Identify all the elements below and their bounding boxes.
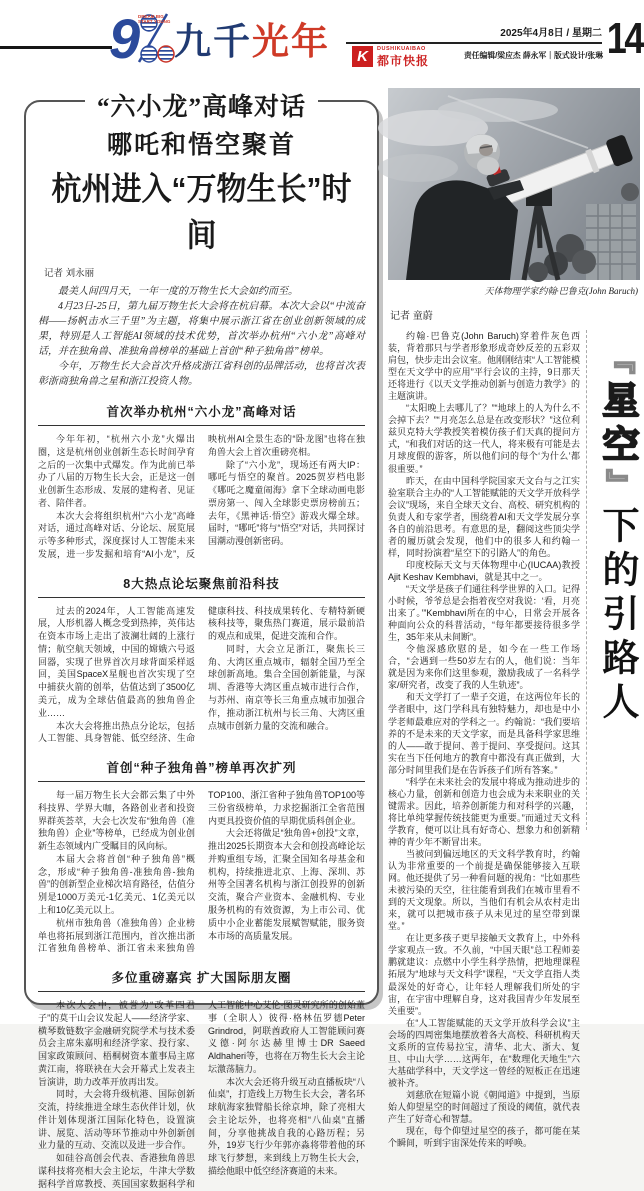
section-title: 首创“种子独角兽”榜单再次扩列 — [38, 758, 365, 782]
masthead-slogan: DREAM BIG START YOUNG — [138, 14, 171, 24]
header-rule-left — [0, 46, 112, 49]
side-article-byline: 记者 童蔚 — [390, 311, 433, 322]
body-paragraph: 刘慈欣在短篇小说《朝闻道》中提到，当原始人仰望星空的时间超过了预设的阈值，就代表产生了好奇心和智慧。 — [388, 1089, 580, 1125]
svg-text:9: 9 — [109, 7, 141, 70]
vertical-headline-outline: 星空 — [597, 381, 638, 469]
vertical-headline-bracket-open: 『 — [601, 344, 634, 381]
body-paragraph: 过去的2024年，人工智能高速发展，人形机器人概念受到热捧，英伟达在资本市场上走出了波澜壮阔的上涨行情；航空航天领域，中国的嫦娥六号返回器，实现了世界首次月球背面采样返回，美国SpaceX星舰也首次实现了空中捕获火箭的创举，估值达到了3500亿美元，成为全球估值最高的独角兽企业…… — [38, 605, 195, 718]
section-body — [38, 433, 365, 561]
masthead-title — [174, 23, 330, 66]
article-lead — [38, 284, 365, 389]
section-body — [38, 789, 365, 955]
vertical-headline-bracket-close: 』 — [601, 469, 634, 506]
body-paragraph: 杭州市独角兽（准独角兽）企业榜单也将拓展到浙江范围内，首次推出浙江省独角兽榜单、浙江省未来独角兽TOP100、浙江省种子独角兽TOP100等三份省级榜单，力求挖掘浙江全省范围内更具投资价值的早期优质科创企业。 — [38, 790, 365, 954]
section-title: 多位重磅嘉宾 扩大国际朋友圈 — [38, 968, 365, 992]
masthead — [109, 6, 330, 70]
body-paragraph: 今年年初，“杭州六小龙”火爆出圈，这是杭州创业创新生态长时间孕育之后的一次集中式爆发。作为此前已举办了八届的万物生长大会，正是这一创业创新生态形成、发展的建构者、见证者、陪伴者。 — [38, 434, 195, 508]
body-paragraph: 现在，每个仰望过星空的孩子，都可能在某个瞬间，听到宇宙深处传来的呼唤。 — [388, 1126, 580, 1149]
editors-credit: 责任编辑/梁应杰 薛永军｜版式设计/张琳 — [463, 51, 603, 60]
lead-paragraph: 4月23日-25日，第九届万物生长大会将在杭启幕。本次大会以“中流奋楫——扬帆击水三千里”为主题，将集中展示浙江省在创业创新领域的成果，特别是人工智能AI领域的技术优势，首次举办杭州“六小龙”高峰对话，并在独角兽、准独角兽榜单的基础上首创“种子独角兽”榜单。 — [38, 301, 365, 357]
body-paragraph: 同时，大会将升级杭港、国际创新交流，持续推进全球生态伙伴计划，伙伴计划体现浙江国际化特色，设置演讲、展览、活动等环节推动中外创新创业力量的互动、交流以及进一步合作。 — [38, 1089, 195, 1151]
body-paragraph: 同时，大会立足浙江，聚焦长三角、大湾区重点城市，辐射全国乃至全球创新高地。集合全国创新能量，与深圳、香港等大湾区重点城市进行合作，与苏州、南京等长三角重点城市加强合作，推动浙江杭州与长三角、大湾区重点城市创新力量的交流和融合。 — [208, 643, 365, 731]
section-body — [38, 605, 365, 745]
body-paragraph: 如硅谷高创会代表、香港独角兽思谋科技将亮相大会主论坛，牛津大学数据科学首席教授、英国国家数据科学和人工智能中心艾伦·图灵研究所的创始董事（全职人）彼得·格林伍罗德Peter Grindrod，阿联酋政府人工智能顾问赛义德·阿尔达赫里博士DR Saeed Aldhaheri等，也将在万物生长大会主论坛激荡脑力。 — [38, 1000, 365, 1189]
body-paragraph: “天文学是孩子们通往科学世界的入口。记得小时候，爷爷总是会指着夜空对我说：‘看，月亮出来了。’”Kembhavi所在的中心，日常会开展各种面向公众的科普活动，“每年都要接待很多学生，35年来从未间断”。 — [388, 583, 580, 643]
paper-name-cn: 都市快报 — [377, 54, 430, 68]
body-paragraph: 昨天，在由中国科学院国家天文台与之江实验室联合主办的“人工智能赋能的天文学开放科学会议”现场，来自全球天文台、高校、研究机构的负责人和专家学者，围绕着AI和天文学发展分享各自的前沿思考。有意思的是，翻阅这些顶尖学者的履历就会发现，他们中的很多人和约翰一样，同时扮演着“星空下的引路人”的角色。 — [388, 475, 580, 558]
k-logo-icon: K — [352, 46, 373, 67]
masthead-title-red: 光年 — [252, 21, 330, 62]
body-paragraph: 令他深感欣慰的是，如今在一些工作场合，“会遇到一些50岁左右的人，他们说：当年就是因为来你们这里参观，激励我成了一名科学家/研究者，改变了我的人生轨迹”。 — [388, 644, 580, 691]
lead-paragraph: 今年，万物生长大会首次升格成浙江省科创的品牌活动，也将首次表彰浙商独角兽之星和浙江投资人物。 — [38, 361, 365, 387]
body-paragraph: 本届大会将首创“种子独角兽”概念，形成“种子独角兽-准独角兽-独角兽”的创新型企业梯次培育路径，估值分别是1000万美元-1亿美元、1亿美元以上和10亿美元以上。 — [38, 853, 195, 915]
masthead-title-blue: 九千 — [174, 21, 252, 62]
vertical-headline-solid: 下的引路人 — [597, 506, 638, 726]
body-paragraph: “太阳晚上去哪儿了？”“地球上的人为什么不会掉下去？”“月亮怎么总是在改变形状？”这位利兹贝克特大学教授笑着模仿孩子们天真的提问方式，“和我们对话的这一代人，将来极有可能是去月球度假的游客，所以他们问的每个‘为什么’都很重要。” — [388, 403, 580, 474]
body-paragraph: 大会还将做足“独角兽+创投”文章，推出2025长期资本大会和创投高峰论坛并购重组专场，汇聚全国知名母基金和机构，持续推进北京、上海、深圳、苏州等全国著名机构与浙江创投界的创新交流，聚合产业资本、金融机构、专业服务机构的有效资源，为上市公司、优质中小企业蓄能发展赋智赋能，服务资本市场的高质量发展。 — [208, 828, 365, 941]
main-article — [24, 94, 379, 1189]
page-number: 14 — [606, 14, 642, 63]
body-paragraph: 约翰·巴鲁克(John Baruch)穿着件灰色西装，背着那只与学者形象形成奇妙反差的五彩双肩包，快步走出会议室。他刚刚结束“人工智能模型在天文学中的应用”平行会议的主持，9日那天还将进行《以天文学推动创新与创造力教学》的主题演讲。 — [388, 331, 580, 402]
side-article-text — [388, 330, 580, 1149]
header-rule-right — [346, 42, 602, 44]
telescope-photo — [388, 88, 640, 280]
body-paragraph: 本次大会中，被誉为“改革四君子”的莫干山会议发起人——经济学家、横琴数链数字金融研究院学术与技术委员会主席朱嘉明和经济学家、投行家、国家政策顾问、梧桐树资本董事局主席黄江南，将联袂在大会开幕式上发表主旨演讲，助力改革开放再出发。 — [38, 1000, 195, 1087]
vertical-headline — [586, 330, 640, 830]
paper-name-en: DUSHIKUAIBAO — [377, 46, 426, 52]
headline-line3: 杭州进入“万物生长”时间 — [51, 171, 352, 254]
paper-logo — [352, 46, 429, 69]
body-paragraph: 在让更多孩子更早接触天文教育上，中外科学家观点一致。不久前，“中国天眼”总工程师姜鹏就建议：点燃中小学生科学热情，把地理课程拓展为“地球与天文科学”课程，“天文学直指人类最深处的好奇心，让年轻人理解我们所处的宇宙，在宇宙中理解自身，这对我国青少年发展至关重要”。 — [388, 933, 580, 1016]
body-paragraph: 除了“六小龙”，现场还有两大IP：哪吒与悟空的聚首。2025贺岁档电影《哪吒之魔童闹海》拿下全球动画电影票房第一、闯入全球影史票房榜前五；去年，《黑神话·悟空》游戏火爆全球。届时，“哪吒”将与“悟空”对话，共同探讨国潮动漫创新密码。 — [208, 459, 365, 547]
section-title: 8大热点论坛聚焦前沿科技 — [38, 574, 365, 598]
body-paragraph: 本次大会还将升级互动直播板块“八仙桌”，打造线上万物生长大会，著名环球航海家独臂船长徐京坤，除了亮相大会主论坛外，也将亮相“八仙桌”直播间，分享他挑战自我的心路历程；另外，19岁飞行少年郭亦淼将带着他的环球飞行梦想，来到线上万物生长大会，描绘他眼中低空经济赛道的未来。 — [208, 1076, 365, 1176]
body-paragraph: 和天文学打了一辈子交道，在这两位年长的学者眼中，这门学科具有独特魅力，却也是中小学老师最难应对的学科之一。约翰说：“我们要培养的不是未来的天文学家，而是具备科学家思维的人——敢于提问、善于提问、享受提问。这其实在当下任何地方的教育中都没有真正做到，大部分时间里我们是在告诉孩子们所有答案。” — [388, 692, 580, 775]
headline-line2: 哪吒和悟空聚首 — [106, 132, 296, 159]
side-article — [388, 88, 640, 1149]
section-body — [38, 999, 365, 1190]
lead-paragraph: 最美人间四月天，一年一度的万物生长大会如约而至。 — [58, 286, 298, 297]
headline-line1: “六小龙”高峰对话 — [85, 87, 318, 123]
body-paragraph: 在“人工智能赋能的天文学开放科学会议”主会场的四周密集地摆放着各大高校、科研机构天文系所的宣传易拉宝，清华、北大、浙大、复旦、中山大学……这两年，在“数理化天地生”六大基础学科中，天文学这一曾经的短板正在迅速被补齐。 — [388, 1017, 580, 1088]
body-paragraph: 本次大会将组织杭州“六小龙”高峰对话，通过高峰对话、分论坛、展览展示等多种形式，深度探讨人工智能未来发展，进一步发掘和培育“AI小龙”，反映杭州AI全景生态的“卧龙图”也将在独角兽大会上首次重磅亮相。 — [38, 434, 365, 559]
body-paragraph: 当被问到偏远地区的天文科学教育时，约翰认为非常重要的一个前提是确保能够接入互联网。他还提供了另一种看问题的视角：“比如那些未被污染的天空，往往能看到我们在城市里看不到的天文现象。所以，当他们有机会从农村走出来，就可以把城市孩子从未见过的星空带到课堂。” — [388, 849, 580, 932]
page-header — [0, 0, 644, 88]
body-paragraph: 本次大会将推出热点分论坛，包括人工智能、具身智能、低空经济、生命健康科技、科技成果转化、专精特新硬核科技等，聚焦热门赛道，展示最前沿的观点和成果，促进交流和合作。 — [38, 605, 365, 744]
body-paragraph: “科学在未来社会的发展中将成为推动进步的核心力量，创新和创造力也会成为未来职业的关键需求。因此，培养创新能力和对科学的兴趣，将比单纯掌握传统技能更为重要。”而通过天文科学教育，便可以让具有好奇心、想象力和创新精神的青少年不断冒出来。 — [388, 776, 580, 847]
photo-caption: 天体物理学家约翰·巴鲁克(John Baruch) — [484, 286, 638, 296]
body-paragraph: 印度校际天文与天体物理中心(IUCAA)教授Ajit Keshav Kembhavi，就是其中之一。 — [388, 559, 580, 582]
article-byline: 记者 刘永丽 — [44, 268, 95, 279]
section-title: 首次举办杭州“六小龙”高峰对话 — [38, 402, 365, 426]
body-paragraph: 每一届万物生长大会都云集了中外科技界、学界大咖，各路创业者和投资界群英荟萃，大会七次发布“独角兽（准独角兽）企业”等榜单，已经成为创业创新生态领域内广受瞩目的风向标。 — [38, 790, 195, 852]
publication-date: 2025年4月8日 / 星期二 — [500, 28, 602, 39]
side-article-body — [388, 330, 640, 1149]
nine-permille-logo-icon — [109, 6, 174, 70]
